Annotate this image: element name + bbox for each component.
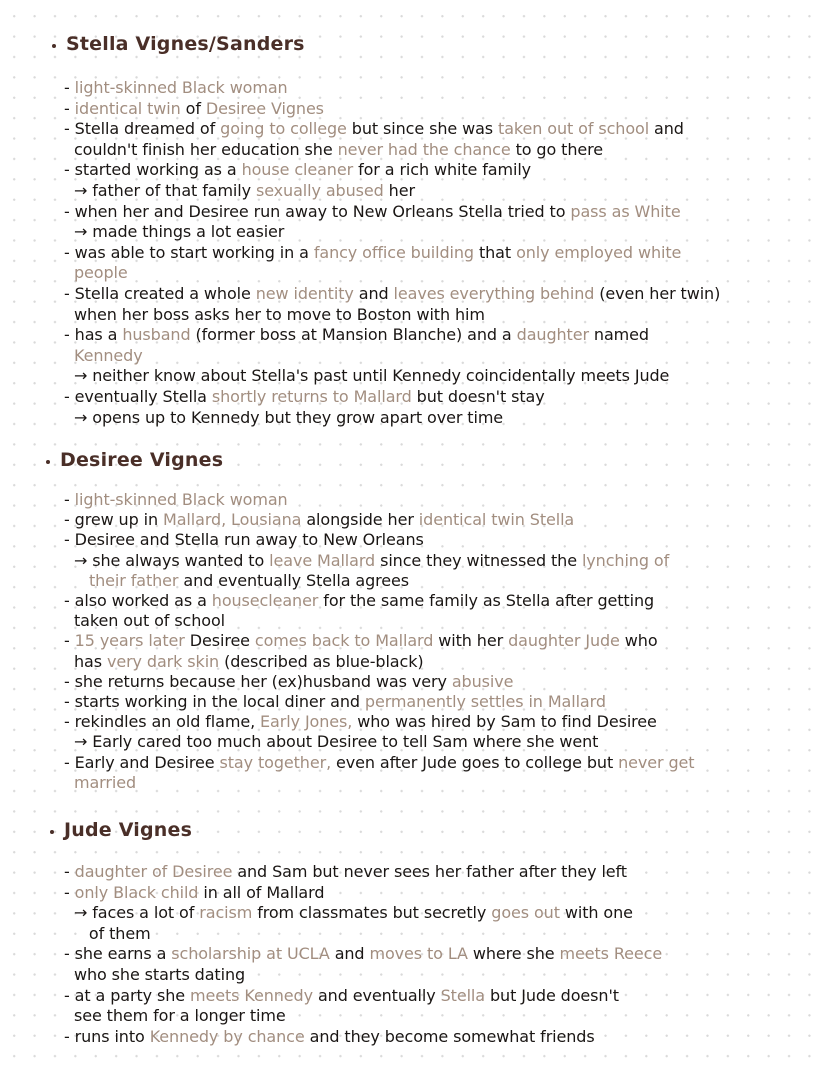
note-text: - Stella created a whole <box>64 284 256 303</box>
note-line <box>64 924 151 944</box>
note-line <box>64 181 415 201</box>
note-text: where she <box>467 944 560 964</box>
note-text: - rekindles an old flame, <box>64 712 261 732</box>
highlighted-text: Kennedy <box>73 345 143 365</box>
highlighted-text: house cleaner <box>241 160 354 180</box>
note-text: - runs into <box>64 1026 150 1046</box>
note-text: → she always wanted to <box>64 550 270 570</box>
note-text: alongside her <box>301 510 419 530</box>
note-text: - when her and Desiree run away to New Orleans Stella tried to <box>64 201 571 221</box>
note-line <box>64 222 284 242</box>
highlighted-text: abusive <box>451 671 514 691</box>
note-text: and they become somewhat friends <box>304 1026 595 1046</box>
highlighted-text: leave Mallard <box>269 550 376 570</box>
highlighted-text: going to college <box>220 119 347 139</box>
highlighted-text: meets Kennedy <box>190 985 313 1005</box>
note-text: from classmates but secretly <box>252 903 492 923</box>
note-line <box>64 263 128 283</box>
note-text: who was hired by Sam to find Desiree <box>352 712 657 732</box>
highlighted-text: meets Reece <box>559 944 663 964</box>
note-text: - <box>64 490 75 509</box>
highlighted-text: scholarship at UCLA <box>171 944 330 964</box>
highlighted-text: never get <box>618 752 695 772</box>
note-line <box>64 903 633 923</box>
note-text <box>64 773 74 792</box>
note-line <box>64 773 136 793</box>
note-text: → neither know about Stella's past until Kennedy coincidentally meets Jude <box>64 366 670 386</box>
note-line <box>64 732 598 752</box>
note-text: - grew up in <box>64 510 164 530</box>
highlighted-text: leaves everything behind <box>393 284 595 303</box>
note-line <box>64 862 627 882</box>
note-line <box>64 202 681 222</box>
note-line <box>64 243 681 263</box>
note-text <box>64 346 74 365</box>
note-text: to go there <box>510 139 603 159</box>
note-text: of <box>180 98 206 118</box>
note-line <box>64 160 531 180</box>
highlighted-text: daughter <box>516 325 589 345</box>
highlighted-text: only Black child <box>74 882 199 902</box>
highlighted-text: daughter Jude <box>508 631 620 651</box>
note-line <box>64 571 409 591</box>
highlighted-text: lynching of <box>581 550 670 570</box>
heading-bullet <box>50 830 54 834</box>
highlighted-text: fancy office building <box>313 242 474 262</box>
note-line <box>64 510 574 530</box>
note-line <box>64 490 288 510</box>
note-text: → opens up to Kennedy but they grow apart over time <box>64 407 504 427</box>
note-line <box>64 408 503 428</box>
note-text: and <box>329 944 370 964</box>
note-line <box>64 652 424 672</box>
note-text: - was able to start working in a <box>64 242 314 262</box>
highlighted-text: housecleaner <box>211 591 319 610</box>
highlighted-text: taken out of school <box>498 119 650 139</box>
note-line <box>64 119 684 139</box>
note-text: - Desiree and Stella run away to New Orleans <box>64 530 424 550</box>
heading-bullet <box>52 44 56 48</box>
highlighted-text: moves to LA <box>369 944 468 964</box>
note-line <box>64 1027 595 1047</box>
highlighted-text: pass as White <box>570 201 681 221</box>
note-line <box>64 78 288 98</box>
note-line <box>64 140 603 160</box>
highlighted-text: Kennedy <box>149 1026 219 1046</box>
note-text: who <box>619 631 658 651</box>
note-text: and eventually Stella agrees <box>178 570 409 590</box>
note-text <box>64 263 74 282</box>
highlighted-text: identical twin <box>74 98 181 118</box>
highlighted-text: comes back to Mallard <box>254 631 434 651</box>
note-line <box>64 325 649 345</box>
note-text: → made things a lot easier <box>64 222 285 242</box>
note-line <box>64 530 424 550</box>
note-text: - she earns a <box>64 944 172 964</box>
highlighted-text: new identity <box>255 284 354 303</box>
highlighted-text: never had the chance <box>337 139 511 159</box>
highlighted-text: light-skinned Black woman <box>74 78 288 97</box>
note-text: even after Jude goes to college but <box>331 752 619 772</box>
note-text: (former boss at Mansion Blanche) and a <box>190 325 517 345</box>
note-text: and Sam but never sees her father after they left <box>232 862 627 881</box>
note-line <box>64 712 657 732</box>
highlighted-text: by chance <box>223 1026 305 1046</box>
highlighted-text: racism <box>199 903 253 923</box>
highlighted-text: Early Jones, <box>260 712 353 732</box>
note-text: of them <box>64 923 151 943</box>
note-line <box>64 631 658 651</box>
highlighted-text: their father <box>88 570 179 590</box>
highlighted-text: identical twin Stella <box>418 510 575 530</box>
note-line <box>64 944 662 964</box>
note-text: with one <box>559 903 633 923</box>
highlighted-text: only employed white <box>516 242 682 262</box>
note-line <box>64 753 694 773</box>
note-line <box>64 1006 286 1026</box>
note-text: - at a party she <box>64 985 190 1005</box>
note-text: - started working as a <box>64 160 242 180</box>
note-line <box>64 387 545 407</box>
note-line <box>64 692 606 712</box>
note-text: - also worked as a <box>64 591 212 610</box>
note-text: - starts working in the local diner and <box>64 692 365 711</box>
note-text: see them for a longer time <box>64 1006 286 1026</box>
heading-bullet <box>46 460 50 464</box>
note-text: but since she was <box>346 119 499 139</box>
highlighted-text: goes out <box>491 903 560 923</box>
highlighted-text: 15 years later <box>74 631 185 651</box>
note-line <box>64 672 513 692</box>
note-text: since they witnessed the <box>375 550 582 570</box>
note-text: - Early and Desiree <box>64 752 220 772</box>
highlighted-text: Stella <box>440 985 485 1005</box>
highlighted-text: permanently settles in Mallard <box>364 692 606 711</box>
note-text: couldn't finish her education she <box>64 139 338 159</box>
note-text: who she starts dating <box>64 965 246 984</box>
note-text: - <box>64 78 75 97</box>
section-heading: Desiree Vignes <box>60 449 224 471</box>
highlighted-text: husband <box>122 325 191 345</box>
note-text: in all of Mallard <box>198 882 325 902</box>
note-text: taken out of school <box>64 611 226 631</box>
highlighted-text: Mallard, Lousiana <box>163 510 302 530</box>
note-text: - <box>64 98 75 118</box>
note-text: - eventually Stella <box>64 387 212 406</box>
highlighted-text: daughter of Desiree <box>74 862 233 881</box>
note-line <box>64 883 324 903</box>
note-text: her <box>383 181 415 200</box>
note-text: for the same family as Stella after getting <box>318 591 655 610</box>
note-line <box>64 305 485 325</box>
note-text <box>64 571 89 590</box>
note-text: has <box>64 651 107 671</box>
note-text: named <box>588 325 649 345</box>
note-line <box>64 551 669 571</box>
note-text: - <box>64 862 75 881</box>
note-text: for a rich white family <box>353 160 532 180</box>
note-line <box>64 591 654 611</box>
note-line <box>64 965 245 985</box>
note-text: Desiree <box>184 631 255 651</box>
highlighted-text: married <box>73 772 136 792</box>
note-text: - <box>64 631 75 651</box>
note-text: (described as blue-black) <box>219 651 424 671</box>
section-heading: Stella Vignes/Sanders <box>66 33 305 55</box>
note-text: but doesn't stay <box>411 387 545 406</box>
highlighted-text: light-skinned Black woman <box>74 490 288 509</box>
note-line <box>64 99 324 119</box>
note-text: → Early cared too much about Desiree to tell Sam where she went <box>64 732 599 752</box>
note-text: - has a <box>64 325 123 345</box>
note-text: and <box>353 284 394 303</box>
note-line <box>64 986 619 1006</box>
note-text: that <box>473 242 517 262</box>
highlighted-text: people <box>73 263 128 283</box>
note-text: with her <box>433 631 509 651</box>
note-text: → faces a lot of <box>64 903 200 923</box>
note-text: when her boss asks her to move to Boston with him <box>64 304 485 324</box>
note-text: - <box>64 882 75 902</box>
note-text: (even her twin) <box>594 284 721 303</box>
note-line <box>64 366 669 386</box>
note-text: - Stella dreamed of <box>64 119 221 139</box>
note-line <box>64 611 225 631</box>
highlighted-text: Desiree Vignes <box>205 98 324 118</box>
note-text: and eventually <box>312 985 441 1005</box>
highlighted-text: sexually abused <box>255 181 384 200</box>
highlighted-text: stay together, <box>219 752 332 772</box>
note-line <box>64 284 720 304</box>
note-text: - she returns because her (ex)husband was very <box>64 671 452 691</box>
note-text: but Jude doesn't <box>484 985 619 1005</box>
section-heading: Jude Vignes <box>64 819 193 841</box>
note-line <box>64 346 143 366</box>
highlighted-text: shortly returns to Mallard <box>211 387 412 406</box>
highlighted-text: very dark skin <box>106 651 220 671</box>
note-text: → father of that family <box>64 181 256 200</box>
note-text: and <box>649 119 684 139</box>
